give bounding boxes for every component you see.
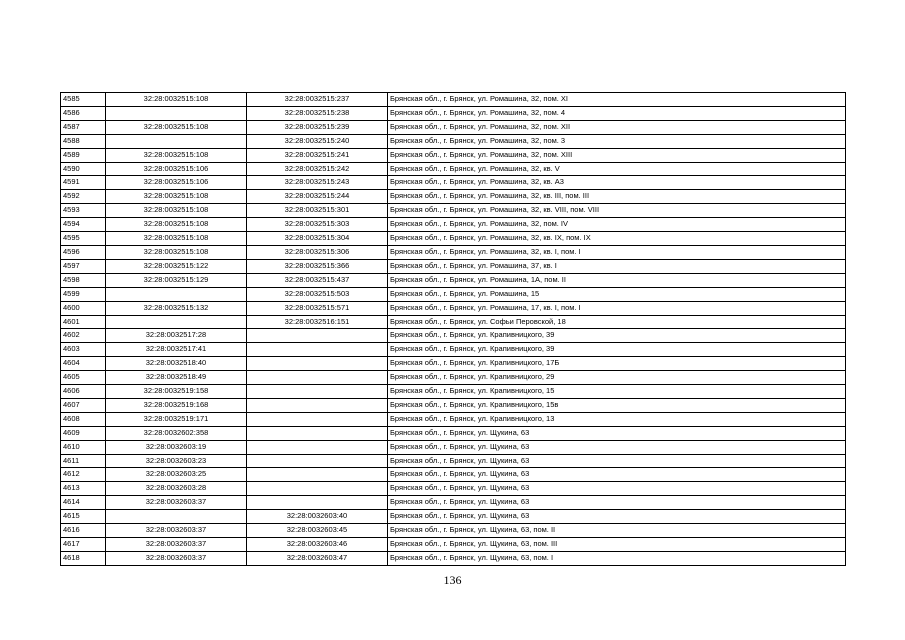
object-cadastral-number-cell: 32:28:0032515:239 xyxy=(247,120,388,134)
address-cell: Брянская обл., г. Брянск, ул. Крапивницкого, 29 xyxy=(388,371,846,385)
object-cadastral-number-cell: 32:28:0032515:241 xyxy=(247,148,388,162)
row-number-cell: 4609 xyxy=(61,426,106,440)
cadastral-number-cell: 32:28:0032515:108 xyxy=(106,245,247,259)
cadastral-number-cell: 32:28:0032519:168 xyxy=(106,398,247,412)
table-row xyxy=(61,162,846,176)
cadastral-number-cell: 32:28:0032517:28 xyxy=(106,329,247,343)
row-number-cell: 4601 xyxy=(61,315,106,329)
object-cadastral-number-cell: 32:28:0032515:242 xyxy=(247,162,388,176)
row-number-cell: 4611 xyxy=(61,454,106,468)
address-cell: Брянская обл., г. Брянск, ул. Щукина, 63 xyxy=(388,440,846,454)
registry-table-body xyxy=(61,93,846,566)
cadastral-number-cell: 32:28:0032518:40 xyxy=(106,357,247,371)
row-number-cell: 4589 xyxy=(61,148,106,162)
row-number-cell: 4607 xyxy=(61,398,106,412)
address-cell: Брянская обл., г. Брянск, ул. Крапивницкого, 13 xyxy=(388,412,846,426)
object-cadastral-number-cell xyxy=(247,496,388,510)
object-cadastral-number-cell: 32:28:0032516:151 xyxy=(247,315,388,329)
cadastral-number-cell: 32:28:0032519:171 xyxy=(106,412,247,426)
address-cell: Брянская обл., г. Брянск, ул. Ромашина, 1А, пом. II xyxy=(388,273,846,287)
cadastral-number-cell xyxy=(106,510,247,524)
address-cell: Брянская обл., г. Брянск, ул. Ромашина, 32, пом. XI xyxy=(388,93,846,107)
address-cell: Брянская обл., г. Брянск, ул. Ромашина, 17, кв. I, пом. I xyxy=(388,301,846,315)
row-number-cell: 4597 xyxy=(61,259,106,273)
table-row xyxy=(61,357,846,371)
table-row xyxy=(61,385,846,399)
row-number-cell: 4613 xyxy=(61,482,106,496)
object-cadastral-number-cell: 32:28:0032515:306 xyxy=(247,245,388,259)
address-cell: Брянская обл., г. Брянск, ул. Ромашина, 32, кв. IX, пом. IX xyxy=(388,232,846,246)
object-cadastral-number-cell xyxy=(247,412,388,426)
row-number-cell: 4588 xyxy=(61,134,106,148)
row-number-cell: 4608 xyxy=(61,412,106,426)
address-cell: Брянская обл., г. Брянск, ул. Ромашина, 37, кв. I xyxy=(388,259,846,273)
row-number-cell: 4587 xyxy=(61,120,106,134)
address-cell: Брянская обл., г. Брянск, ул. Ромашина, 32, пом. XIII xyxy=(388,148,846,162)
cadastral-number-cell xyxy=(106,287,247,301)
cadastral-number-cell: 32:28:0032515:108 xyxy=(106,93,247,107)
row-number-cell: 4591 xyxy=(61,176,106,190)
cadastral-number-cell xyxy=(106,106,247,120)
object-cadastral-number-cell xyxy=(247,426,388,440)
table-row xyxy=(61,148,846,162)
cadastral-number-cell: 32:28:0032515:122 xyxy=(106,259,247,273)
address-cell: Брянская обл., г. Брянск, ул. Ромашина, 15 xyxy=(388,287,846,301)
row-number-cell: 4596 xyxy=(61,245,106,259)
cadastral-number-cell: 32:28:0032515:108 xyxy=(106,204,247,218)
registry-table xyxy=(60,92,846,566)
table-row xyxy=(61,176,846,190)
table-row xyxy=(61,482,846,496)
address-cell: Брянская обл., г. Брянск, ул. Ромашина, 32, пом. XII xyxy=(388,120,846,134)
object-cadastral-number-cell xyxy=(247,440,388,454)
object-cadastral-number-cell: 32:28:0032515:301 xyxy=(247,204,388,218)
object-cadastral-number-cell: 32:28:0032515:238 xyxy=(247,106,388,120)
cadastral-number-cell: 32:28:0032603:37 xyxy=(106,524,247,538)
table-row xyxy=(61,245,846,259)
address-cell: Брянская обл., г. Брянск, ул. Крапивницкого, 39 xyxy=(388,329,846,343)
table-row xyxy=(61,259,846,273)
object-cadastral-number-cell xyxy=(247,468,388,482)
object-cadastral-number-cell: 32:28:0032515:366 xyxy=(247,259,388,273)
address-cell: Брянская обл., г. Брянск, ул. Ромашина, 32, кв. III, пом. III xyxy=(388,190,846,204)
address-cell: Брянская обл., г. Брянск, ул. Щукина, 63 xyxy=(388,426,846,440)
cadastral-number-cell: 32:28:0032603:37 xyxy=(106,538,247,552)
row-number-cell: 4612 xyxy=(61,468,106,482)
row-number-cell: 4618 xyxy=(61,551,106,565)
object-cadastral-number-cell: 32:28:0032515:503 xyxy=(247,287,388,301)
object-cadastral-number-cell: 32:28:0032515:303 xyxy=(247,218,388,232)
cadastral-number-cell: 32:28:0032515:108 xyxy=(106,120,247,134)
address-cell: Брянская обл., г. Брянск, ул. Крапивницкого, 15в xyxy=(388,398,846,412)
table-row xyxy=(61,218,846,232)
row-number-cell: 4604 xyxy=(61,357,106,371)
row-number-cell: 4600 xyxy=(61,301,106,315)
object-cadastral-number-cell: 32:28:0032515:304 xyxy=(247,232,388,246)
address-cell: Брянская обл., г. Брянск, ул. Крапивницкого, 17Б xyxy=(388,357,846,371)
row-number-cell: 4585 xyxy=(61,93,106,107)
object-cadastral-number-cell xyxy=(247,454,388,468)
table-row xyxy=(61,426,846,440)
table-row xyxy=(61,538,846,552)
table-row xyxy=(61,343,846,357)
cadastral-number-cell xyxy=(106,315,247,329)
cadastral-number-cell: 32:28:0032603:25 xyxy=(106,468,247,482)
row-number-cell: 4586 xyxy=(61,106,106,120)
object-cadastral-number-cell: 32:28:0032603:47 xyxy=(247,551,388,565)
cadastral-number-cell: 32:28:0032518:49 xyxy=(106,371,247,385)
address-cell: Брянская обл., г. Брянск, ул. Ромашина, 32, пом. 3 xyxy=(388,134,846,148)
object-cadastral-number-cell: 32:28:0032603:45 xyxy=(247,524,388,538)
address-cell: Брянская обл., г. Брянск, ул. Ромашина, 32, кв. VIII, пом. VIII xyxy=(388,204,846,218)
object-cadastral-number-cell: 32:28:0032515:244 xyxy=(247,190,388,204)
row-number-cell: 4615 xyxy=(61,510,106,524)
object-cadastral-number-cell xyxy=(247,357,388,371)
address-cell: Брянская обл., г. Брянск, ул. Щукина, 63 xyxy=(388,468,846,482)
object-cadastral-number-cell xyxy=(247,371,388,385)
address-cell: Брянская обл., г. Брянск, ул. Щукина, 63 xyxy=(388,510,846,524)
table-row xyxy=(61,106,846,120)
cadastral-number-cell: 32:28:0032515:106 xyxy=(106,176,247,190)
object-cadastral-number-cell: 32:28:0032515:237 xyxy=(247,93,388,107)
row-number-cell: 4598 xyxy=(61,273,106,287)
row-number-cell: 4594 xyxy=(61,218,106,232)
cadastral-number-cell: 32:28:0032515:106 xyxy=(106,162,247,176)
table-row xyxy=(61,190,846,204)
address-cell: Брянская обл., г. Брянск, ул. Крапивницкого, 39 xyxy=(388,343,846,357)
table-row xyxy=(61,93,846,107)
object-cadastral-number-cell xyxy=(247,329,388,343)
object-cadastral-number-cell: 32:28:0032515:243 xyxy=(247,176,388,190)
object-cadastral-number-cell: 32:28:0032603:46 xyxy=(247,538,388,552)
row-number-cell: 4606 xyxy=(61,385,106,399)
address-cell: Брянская обл., г. Брянск, ул. Ромашина, 32, кв. V xyxy=(388,162,846,176)
cadastral-number-cell: 32:28:0032515:108 xyxy=(106,148,247,162)
cadastral-number-cell: 32:28:0032603:23 xyxy=(106,454,247,468)
cadastral-number-cell: 32:28:0032515:129 xyxy=(106,273,247,287)
object-cadastral-number-cell xyxy=(247,385,388,399)
table-row xyxy=(61,398,846,412)
cadastral-number-cell: 32:28:0032603:37 xyxy=(106,496,247,510)
table-row xyxy=(61,440,846,454)
object-cadastral-number-cell xyxy=(247,398,388,412)
cadastral-number-cell: 32:28:0032515:108 xyxy=(106,218,247,232)
table-row xyxy=(61,287,846,301)
address-cell: Брянская обл., г. Брянск, ул. Ромашина, 32, пом. 4 xyxy=(388,106,846,120)
cadastral-number-cell: 32:28:0032603:37 xyxy=(106,551,247,565)
table-row xyxy=(61,468,846,482)
row-number-cell: 4592 xyxy=(61,190,106,204)
address-cell: Брянская обл., г. Брянск, ул. Крапивницкого, 15 xyxy=(388,385,846,399)
address-cell: Брянская обл., г. Брянск, ул. Щукина, 63, пом. III xyxy=(388,538,846,552)
object-cadastral-number-cell xyxy=(247,482,388,496)
row-number-cell: 4590 xyxy=(61,162,106,176)
cadastral-number-cell: 32:28:0032515:108 xyxy=(106,190,247,204)
table-row xyxy=(61,120,846,134)
cadastral-number-cell xyxy=(106,134,247,148)
cadastral-number-cell: 32:28:0032603:19 xyxy=(106,440,247,454)
table-row xyxy=(61,496,846,510)
row-number-cell: 4614 xyxy=(61,496,106,510)
cadastral-number-cell: 32:28:0032602:358 xyxy=(106,426,247,440)
table-row xyxy=(61,454,846,468)
table-row xyxy=(61,204,846,218)
cadastral-number-cell: 32:28:0032515:132 xyxy=(106,301,247,315)
address-cell: Брянская обл., г. Брянск, ул. Ромашина, 32, кв. А3 xyxy=(388,176,846,190)
row-number-cell: 4603 xyxy=(61,343,106,357)
table-row xyxy=(61,551,846,565)
table-row xyxy=(61,232,846,246)
cadastral-number-cell: 32:28:0032519:158 xyxy=(106,385,247,399)
row-number-cell: 4616 xyxy=(61,524,106,538)
row-number-cell: 4593 xyxy=(61,204,106,218)
address-cell: Брянская обл., г. Брянск, ул. Щукина, 63 xyxy=(388,482,846,496)
table-row xyxy=(61,301,846,315)
table-row xyxy=(61,524,846,538)
address-cell: Брянская обл., г. Брянск, ул. Ромашина, 32, кв. I, пом. I xyxy=(388,245,846,259)
object-cadastral-number-cell: 32:28:0032515:240 xyxy=(247,134,388,148)
table-row xyxy=(61,134,846,148)
address-cell: Брянская обл., г. Брянск, ул. Щукина, 63, пом. I xyxy=(388,551,846,565)
address-cell: Брянская обл., г. Брянск, ул. Софьи Перовской, 18 xyxy=(388,315,846,329)
row-number-cell: 4599 xyxy=(61,287,106,301)
row-number-cell: 4605 xyxy=(61,371,106,385)
address-cell: Брянская обл., г. Брянск, ул. Щукина, 63, пом. II xyxy=(388,524,846,538)
table-row xyxy=(61,371,846,385)
row-number-cell: 4602 xyxy=(61,329,106,343)
table-row xyxy=(61,329,846,343)
table-row xyxy=(61,273,846,287)
object-cadastral-number-cell: 32:28:0032515:437 xyxy=(247,273,388,287)
object-cadastral-number-cell: 32:28:0032515:571 xyxy=(247,301,388,315)
cadastral-number-cell: 32:28:0032517:41 xyxy=(106,343,247,357)
object-cadastral-number-cell xyxy=(247,343,388,357)
object-cadastral-number-cell: 32:28:0032603:40 xyxy=(247,510,388,524)
page-number: 136 xyxy=(443,573,462,587)
table-row xyxy=(61,510,846,524)
cadastral-number-cell: 32:28:0032603:28 xyxy=(106,482,247,496)
address-cell: Брянская обл., г. Брянск, ул. Щукина, 63 xyxy=(388,496,846,510)
table-row xyxy=(61,412,846,426)
row-number-cell: 4595 xyxy=(61,232,106,246)
row-number-cell: 4617 xyxy=(61,538,106,552)
table-row xyxy=(61,315,846,329)
row-number-cell: 4610 xyxy=(61,440,106,454)
address-cell: Брянская обл., г. Брянск, ул. Щукина, 63 xyxy=(388,454,846,468)
cadastral-number-cell: 32:28:0032515:108 xyxy=(106,232,247,246)
address-cell: Брянская обл., г. Брянск, ул. Ромашина, 32, пом. IV xyxy=(388,218,846,232)
